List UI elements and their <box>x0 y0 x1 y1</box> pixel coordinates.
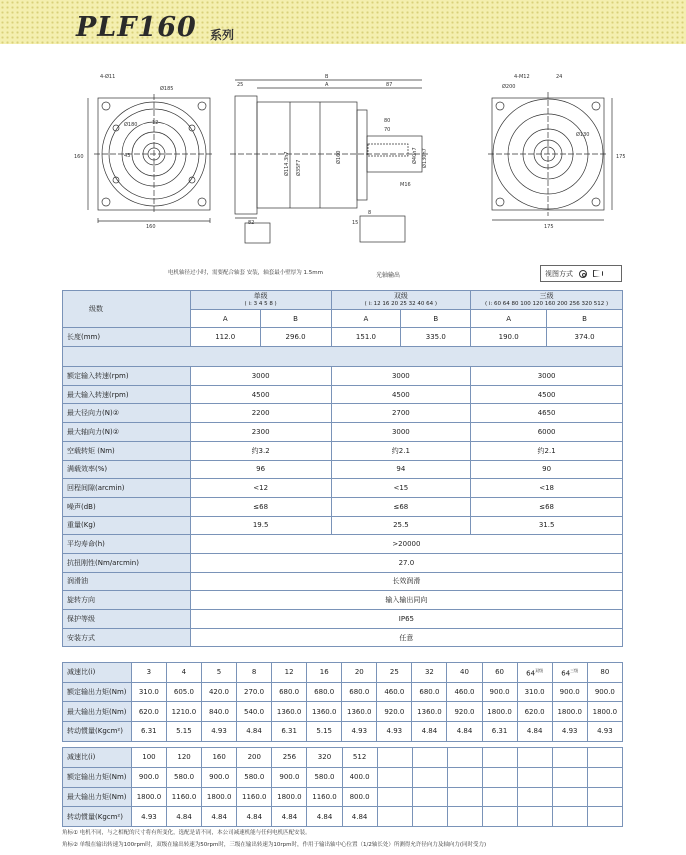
ratio-tag: 三级 <box>570 667 579 673</box>
rated-torque-value: 420.0 <box>201 682 236 702</box>
svg-text:Ø185: Ø185 <box>160 86 174 92</box>
stage-3-name: 三级 <box>539 292 554 301</box>
rated-torque-value: 900.0 <box>202 767 237 787</box>
svg-text:25: 25 <box>237 82 244 88</box>
technical-drawing <box>60 58 625 288</box>
ratio-table-2 <box>62 747 623 827</box>
spec-row-label: 最大输入转速(rpm) <box>63 385 191 404</box>
rated-torque-value: 605.0 <box>166 682 201 702</box>
ratio-row-label: 额定输出力矩(Nm) <box>63 682 132 702</box>
ratio-value: 60 <box>482 663 517 683</box>
rated-torque-value: 680.0 <box>307 682 342 702</box>
stage-2-name: 双级 <box>393 292 408 301</box>
svg-text:24: 24 <box>556 74 563 80</box>
spec-row <box>63 572 623 591</box>
rated-torque-value <box>517 767 552 787</box>
rated-torque-value: 310.0 <box>131 682 166 702</box>
inertia-value <box>377 807 412 827</box>
rated-torque-value <box>482 767 517 787</box>
max-torque-value: 1160.0 <box>237 787 272 807</box>
ratio-value: 120 <box>167 748 202 768</box>
length-value: 151.0 <box>331 328 401 347</box>
inertia-value: 4.93 <box>342 722 377 742</box>
inertia-value: 6.31 <box>482 722 517 742</box>
ratio-row-label: 转动惯量(Kgcm²) <box>63 722 132 742</box>
ratio-row-label: 减速比(i) <box>63 748 132 768</box>
ratio-value: 160 <box>202 748 237 768</box>
svg-text:8: 8 <box>368 210 372 216</box>
length-value: 190.0 <box>471 328 547 347</box>
ratio-tag: 双级 <box>535 667 544 673</box>
max-torque-value <box>517 787 552 807</box>
inertia-value: 4.84 <box>237 807 272 827</box>
spec-value: 2300 <box>190 423 331 442</box>
max-torque-value: 1800.0 <box>552 702 587 722</box>
svg-text:M16: M16 <box>400 182 411 188</box>
rated-torque-value: 900.0 <box>552 682 587 702</box>
spec-row-label: 回程间隙(arcmin) <box>63 479 191 498</box>
rated-torque-value: 680.0 <box>272 682 307 702</box>
spec-row <box>63 385 623 404</box>
max-torque-value: 1800.0 <box>272 787 307 807</box>
spec-row <box>63 367 623 386</box>
spec-value: IP65 <box>190 610 622 629</box>
rated-torque-value: 270.0 <box>237 682 272 702</box>
svg-text:Ø130h7: Ø130h7 <box>422 148 428 168</box>
spec-value: 4500 <box>331 385 471 404</box>
spec-row <box>63 423 623 442</box>
ratio-value: 100 <box>131 748 166 768</box>
spec-value: 6000 <box>471 423 623 442</box>
ratio-row <box>63 682 623 702</box>
spec-value: 27.0 <box>190 553 622 572</box>
ratio-row <box>63 787 623 807</box>
inertia-value: 4.93 <box>587 722 622 742</box>
inertia-value <box>412 807 447 827</box>
inertia-value: 4.84 <box>412 722 447 742</box>
max-torque-value: 1360.0 <box>307 702 342 722</box>
rated-torque-value <box>587 767 622 787</box>
ratio-value: 3 <box>131 663 166 683</box>
max-torque-value: 840.0 <box>201 702 236 722</box>
svg-text:70: 70 <box>384 127 391 133</box>
col-b-3: B <box>547 309 623 328</box>
inertia-value: 5.15 <box>166 722 201 742</box>
rated-torque-value: 580.0 <box>307 767 342 787</box>
page-title-suffix: 系列 <box>210 28 235 42</box>
ratio-row <box>63 702 623 722</box>
spec-value: ≤68 <box>471 497 623 516</box>
ratio-value: 5 <box>201 663 236 683</box>
rated-torque-value: 900.0 <box>272 767 307 787</box>
spec-value: 94 <box>331 460 471 479</box>
max-torque-value <box>552 787 587 807</box>
spec-value: 任意 <box>190 628 622 647</box>
ratio-value: 32 <box>412 663 447 683</box>
col-b-2: B <box>401 309 471 328</box>
projection-cone-icon <box>593 270 603 277</box>
spec-value: 2700 <box>331 404 471 423</box>
rated-torque-value: 310.0 <box>517 682 552 702</box>
ratio-row <box>63 767 623 787</box>
length-value: 112.0 <box>190 328 260 347</box>
ratio-value <box>587 748 622 768</box>
spec-row <box>63 516 623 535</box>
spec-row <box>63 628 623 647</box>
svg-text:Ø35F7: Ø35F7 <box>296 159 302 176</box>
spec-value: 96 <box>190 460 331 479</box>
stage-1-header <box>190 291 331 310</box>
svg-text:Ø180: Ø180 <box>124 122 138 128</box>
svg-text:80: 80 <box>384 118 391 124</box>
spec-row <box>63 497 623 516</box>
max-torque-value: 920.0 <box>377 702 412 722</box>
svg-text:B: B <box>325 74 329 80</box>
spec-row-label: 重量(Kg) <box>63 516 191 535</box>
ratio-row-label: 减速比(i) <box>63 663 132 683</box>
rated-torque-value <box>447 767 482 787</box>
spec-row <box>63 610 623 629</box>
view-method-label: 视图方式 <box>545 269 573 278</box>
ratio-value: 16 <box>307 663 342 683</box>
spec-row-label: 平均寿命(h) <box>63 535 191 554</box>
ratio-row-label: 最大输出力矩(Nm) <box>63 787 132 807</box>
spec-row <box>63 591 623 610</box>
ratio-row-label: 转动惯量(Kgcm²) <box>63 807 132 827</box>
spec-value: 约3.2 <box>190 441 331 460</box>
footnote-1: 角标① 电机不同，与之相配的尺寸将有所变化，选配是请不同，本公司减速机能与任何电机匹配安装。 <box>62 830 311 836</box>
spec-value: <15 <box>331 479 471 498</box>
ratio-value: 80 <box>587 663 622 683</box>
svg-text:Ø40h7: Ø40h7 <box>412 147 418 164</box>
inertia-value: 4.84 <box>167 807 202 827</box>
ratio-table-1 <box>62 662 623 742</box>
max-torque-value: 1800.0 <box>202 787 237 807</box>
ratio-value: 512 <box>342 748 377 768</box>
max-torque-value <box>412 787 447 807</box>
spec-row-label: 保护等级 <box>63 610 191 629</box>
spec-row <box>63 441 623 460</box>
max-torque-value: 1360.0 <box>412 702 447 722</box>
spec-value: 4500 <box>190 385 331 404</box>
spacer-row <box>63 347 623 367</box>
ratio-value: 20 <box>342 663 377 683</box>
spec-value: 约2.1 <box>331 441 471 460</box>
ratio-value: 4 <box>166 663 201 683</box>
svg-text:Ø200: Ø200 <box>502 84 516 90</box>
ratio-value <box>447 748 482 768</box>
spec-value: 3000 <box>471 367 623 386</box>
svg-text:160: 160 <box>74 154 84 160</box>
ratio-value: 40 <box>447 663 482 683</box>
spec-row-label: 噪声(dB) <box>63 497 191 516</box>
svg-text:160: 160 <box>146 224 156 230</box>
ratio-value <box>412 748 447 768</box>
ratio-value: 256 <box>272 748 307 768</box>
max-torque-value: 1800.0 <box>587 702 622 722</box>
page-title: PLF160 <box>76 12 197 43</box>
inertia-value: 4.93 <box>201 722 236 742</box>
spec-value: 输入输出同向 <box>190 591 622 610</box>
svg-text:4-M12: 4-M12 <box>514 74 530 80</box>
spec-value: 3000 <box>331 423 471 442</box>
spec-value: ≤68 <box>331 497 471 516</box>
drawing-caption: 光轴输出 <box>376 272 401 279</box>
inertia-value: 4.93 <box>131 807 166 827</box>
inertia-value: 4.84 <box>202 807 237 827</box>
spec-row <box>63 404 623 423</box>
inertia-value: 4.84 <box>342 807 377 827</box>
spec-table <box>62 290 623 647</box>
inertia-value: 6.31 <box>272 722 307 742</box>
max-torque-value: 920.0 <box>447 702 482 722</box>
inertia-value: 5.15 <box>307 722 342 742</box>
max-torque-value <box>587 787 622 807</box>
col-a-1: A <box>190 309 260 328</box>
inertia-value: 4.84 <box>447 722 482 742</box>
ratio-row-label: 最大输出力矩(Nm) <box>63 702 132 722</box>
max-torque-value: 540.0 <box>237 702 272 722</box>
stage-3-header <box>471 291 623 310</box>
inertia-value: 6.31 <box>131 722 166 742</box>
svg-text:Ø130: Ø130 <box>576 132 590 138</box>
ratio-row <box>63 748 623 768</box>
rated-torque-value: 580.0 <box>237 767 272 787</box>
svg-text:Ø114.3h7: Ø114.3h7 <box>284 151 290 176</box>
max-torque-value <box>377 787 412 807</box>
rated-torque-value: 460.0 <box>447 682 482 702</box>
rated-torque-value: 900.0 <box>482 682 517 702</box>
col-a-3: A <box>471 309 547 328</box>
footnote-2: 角标② 单级在输出转速为100rpm时，双级在输出转速为50rpm时，三级在输出转速为10rpm时，作用于输出轴中心位置（1/2轴长处）所测得允许径向力及轴向力(同时受力) <box>62 842 487 848</box>
spec-value: 31.5 <box>471 516 623 535</box>
max-torque-value: 1160.0 <box>307 787 342 807</box>
max-torque-value: 620.0 <box>131 702 166 722</box>
length-value: 335.0 <box>401 328 471 347</box>
max-torque-value <box>482 787 517 807</box>
stage-1-ratios: ( i: 3 4 5 8 ) <box>244 301 277 308</box>
ratio-value <box>482 748 517 768</box>
svg-text:15: 15 <box>352 220 359 226</box>
col-b-1: B <box>260 309 331 328</box>
max-torque-value <box>447 787 482 807</box>
svg-text:175: 175 <box>616 154 625 160</box>
rated-torque-value <box>377 767 412 787</box>
max-torque-value: 1800.0 <box>482 702 517 722</box>
inertia-value <box>552 807 587 827</box>
inertia-value <box>517 807 552 827</box>
inertia-value: 4.93 <box>377 722 412 742</box>
inertia-value <box>447 807 482 827</box>
spec-row <box>63 479 623 498</box>
ratio-value <box>552 748 587 768</box>
spec-row-label: 润滑油 <box>63 572 191 591</box>
length-value: 296.0 <box>260 328 331 347</box>
spec-value: 长效润滑 <box>190 572 622 591</box>
inertia-value: 4.84 <box>237 722 272 742</box>
rated-torque-value <box>552 767 587 787</box>
length-label: 长度(mm) <box>63 328 191 347</box>
view-method-box <box>540 265 622 282</box>
spec-row-label: 最大径向力(N)② <box>63 404 191 423</box>
length-value: 374.0 <box>547 328 623 347</box>
spec-value: <12 <box>190 479 331 498</box>
spec-value: 25.5 <box>331 516 471 535</box>
inertia-value: 4.84 <box>517 722 552 742</box>
inertia-value: 4.84 <box>307 807 342 827</box>
spec-value: 4650 <box>471 404 623 423</box>
rated-torque-value: 680.0 <box>412 682 447 702</box>
spec-row-label: 空载转矩 (Nm) <box>63 441 191 460</box>
stage-3-ratios: ( i: 60 64 80 100 120 160 200 256 320 512 ) <box>485 301 609 308</box>
ratio-value: 25 <box>377 663 412 683</box>
rated-torque-value: 900.0 <box>587 682 622 702</box>
svg-text:43: 43 <box>124 153 131 159</box>
stage-header: 级数 <box>63 291 191 328</box>
spec-value: 2200 <box>190 404 331 423</box>
ratio-value <box>377 748 412 768</box>
svg-text:4-Ø11: 4-Ø11 <box>100 74 116 80</box>
ratio-value: 8 <box>237 663 272 683</box>
rated-torque-value: 400.0 <box>342 767 377 787</box>
svg-text:175: 175 <box>544 224 554 230</box>
max-torque-value: 1210.0 <box>166 702 201 722</box>
spec-row-label: 安装方式 <box>63 628 191 647</box>
max-torque-value: 800.0 <box>342 787 377 807</box>
svg-text:Ø160: Ø160 <box>336 150 342 164</box>
ratio-value: 320 <box>307 748 342 768</box>
spec-value: 约2.1 <box>471 441 623 460</box>
stage-2-ratios: ( i: 12 16 20 25 32 40 64 ) <box>364 301 438 308</box>
drawing-svg <box>60 58 625 288</box>
ratio-row <box>63 722 623 742</box>
svg-text:A: A <box>325 82 329 88</box>
ratio-value <box>517 748 552 768</box>
ratio-value: $64^{双级}$ <box>517 663 552 683</box>
inertia-value: 4.84 <box>272 807 307 827</box>
max-torque-value: 620.0 <box>517 702 552 722</box>
rated-torque-value: 680.0 <box>342 682 377 702</box>
svg-text:87: 87 <box>386 82 393 88</box>
spec-row <box>63 460 623 479</box>
svg-text:82: 82 <box>248 220 255 226</box>
stage-1-name: 单级 <box>253 292 268 301</box>
projection-circle-icon <box>579 270 587 278</box>
stage-2-header <box>331 291 471 310</box>
max-torque-value: 1360.0 <box>342 702 377 722</box>
rated-torque-value <box>412 767 447 787</box>
inertia-value <box>482 807 517 827</box>
spec-row-label: 抗扭刚性(Nm/arcmin) <box>63 553 191 572</box>
spec-row-label: 额定输入转速(rpm) <box>63 367 191 386</box>
spec-value: <18 <box>471 479 623 498</box>
max-torque-value: 1800.0 <box>131 787 166 807</box>
drawing-note: 电机轴径过小时，需要配合轴套 安装，轴套最小壁厚为 1.5mm <box>168 270 323 276</box>
spec-row <box>63 535 623 554</box>
rated-torque-value: 460.0 <box>377 682 412 702</box>
inertia-value <box>587 807 622 827</box>
spec-value: ≤68 <box>190 497 331 516</box>
rated-torque-value: 900.0 <box>131 767 166 787</box>
spec-value: 4500 <box>471 385 623 404</box>
spec-value: 19.5 <box>190 516 331 535</box>
svg-text:12: 12 <box>152 120 159 126</box>
ratio-row-label: 额定输出力矩(Nm) <box>63 767 132 787</box>
ratio-row <box>63 807 623 827</box>
ratio-value: 12 <box>272 663 307 683</box>
spec-row <box>63 553 623 572</box>
spec-value: 90 <box>471 460 623 479</box>
max-torque-value: 1160.0 <box>167 787 202 807</box>
spec-row-label: 最大轴向力(N)② <box>63 423 191 442</box>
spec-value: 3000 <box>331 367 471 386</box>
ratio-row <box>63 663 623 683</box>
ratio-value: $64^{三级}$ <box>552 663 587 683</box>
rated-torque-value: 580.0 <box>167 767 202 787</box>
spec-row-label: 旋转方向 <box>63 591 191 610</box>
inertia-value: 4.93 <box>552 722 587 742</box>
ratio-value: 200 <box>237 748 272 768</box>
spec-value: >20000 <box>190 535 622 554</box>
spec-row-label: 满载效率(%) <box>63 460 191 479</box>
col-a-2: A <box>331 309 401 328</box>
spec-value: 3000 <box>190 367 331 386</box>
max-torque-value: 1360.0 <box>272 702 307 722</box>
